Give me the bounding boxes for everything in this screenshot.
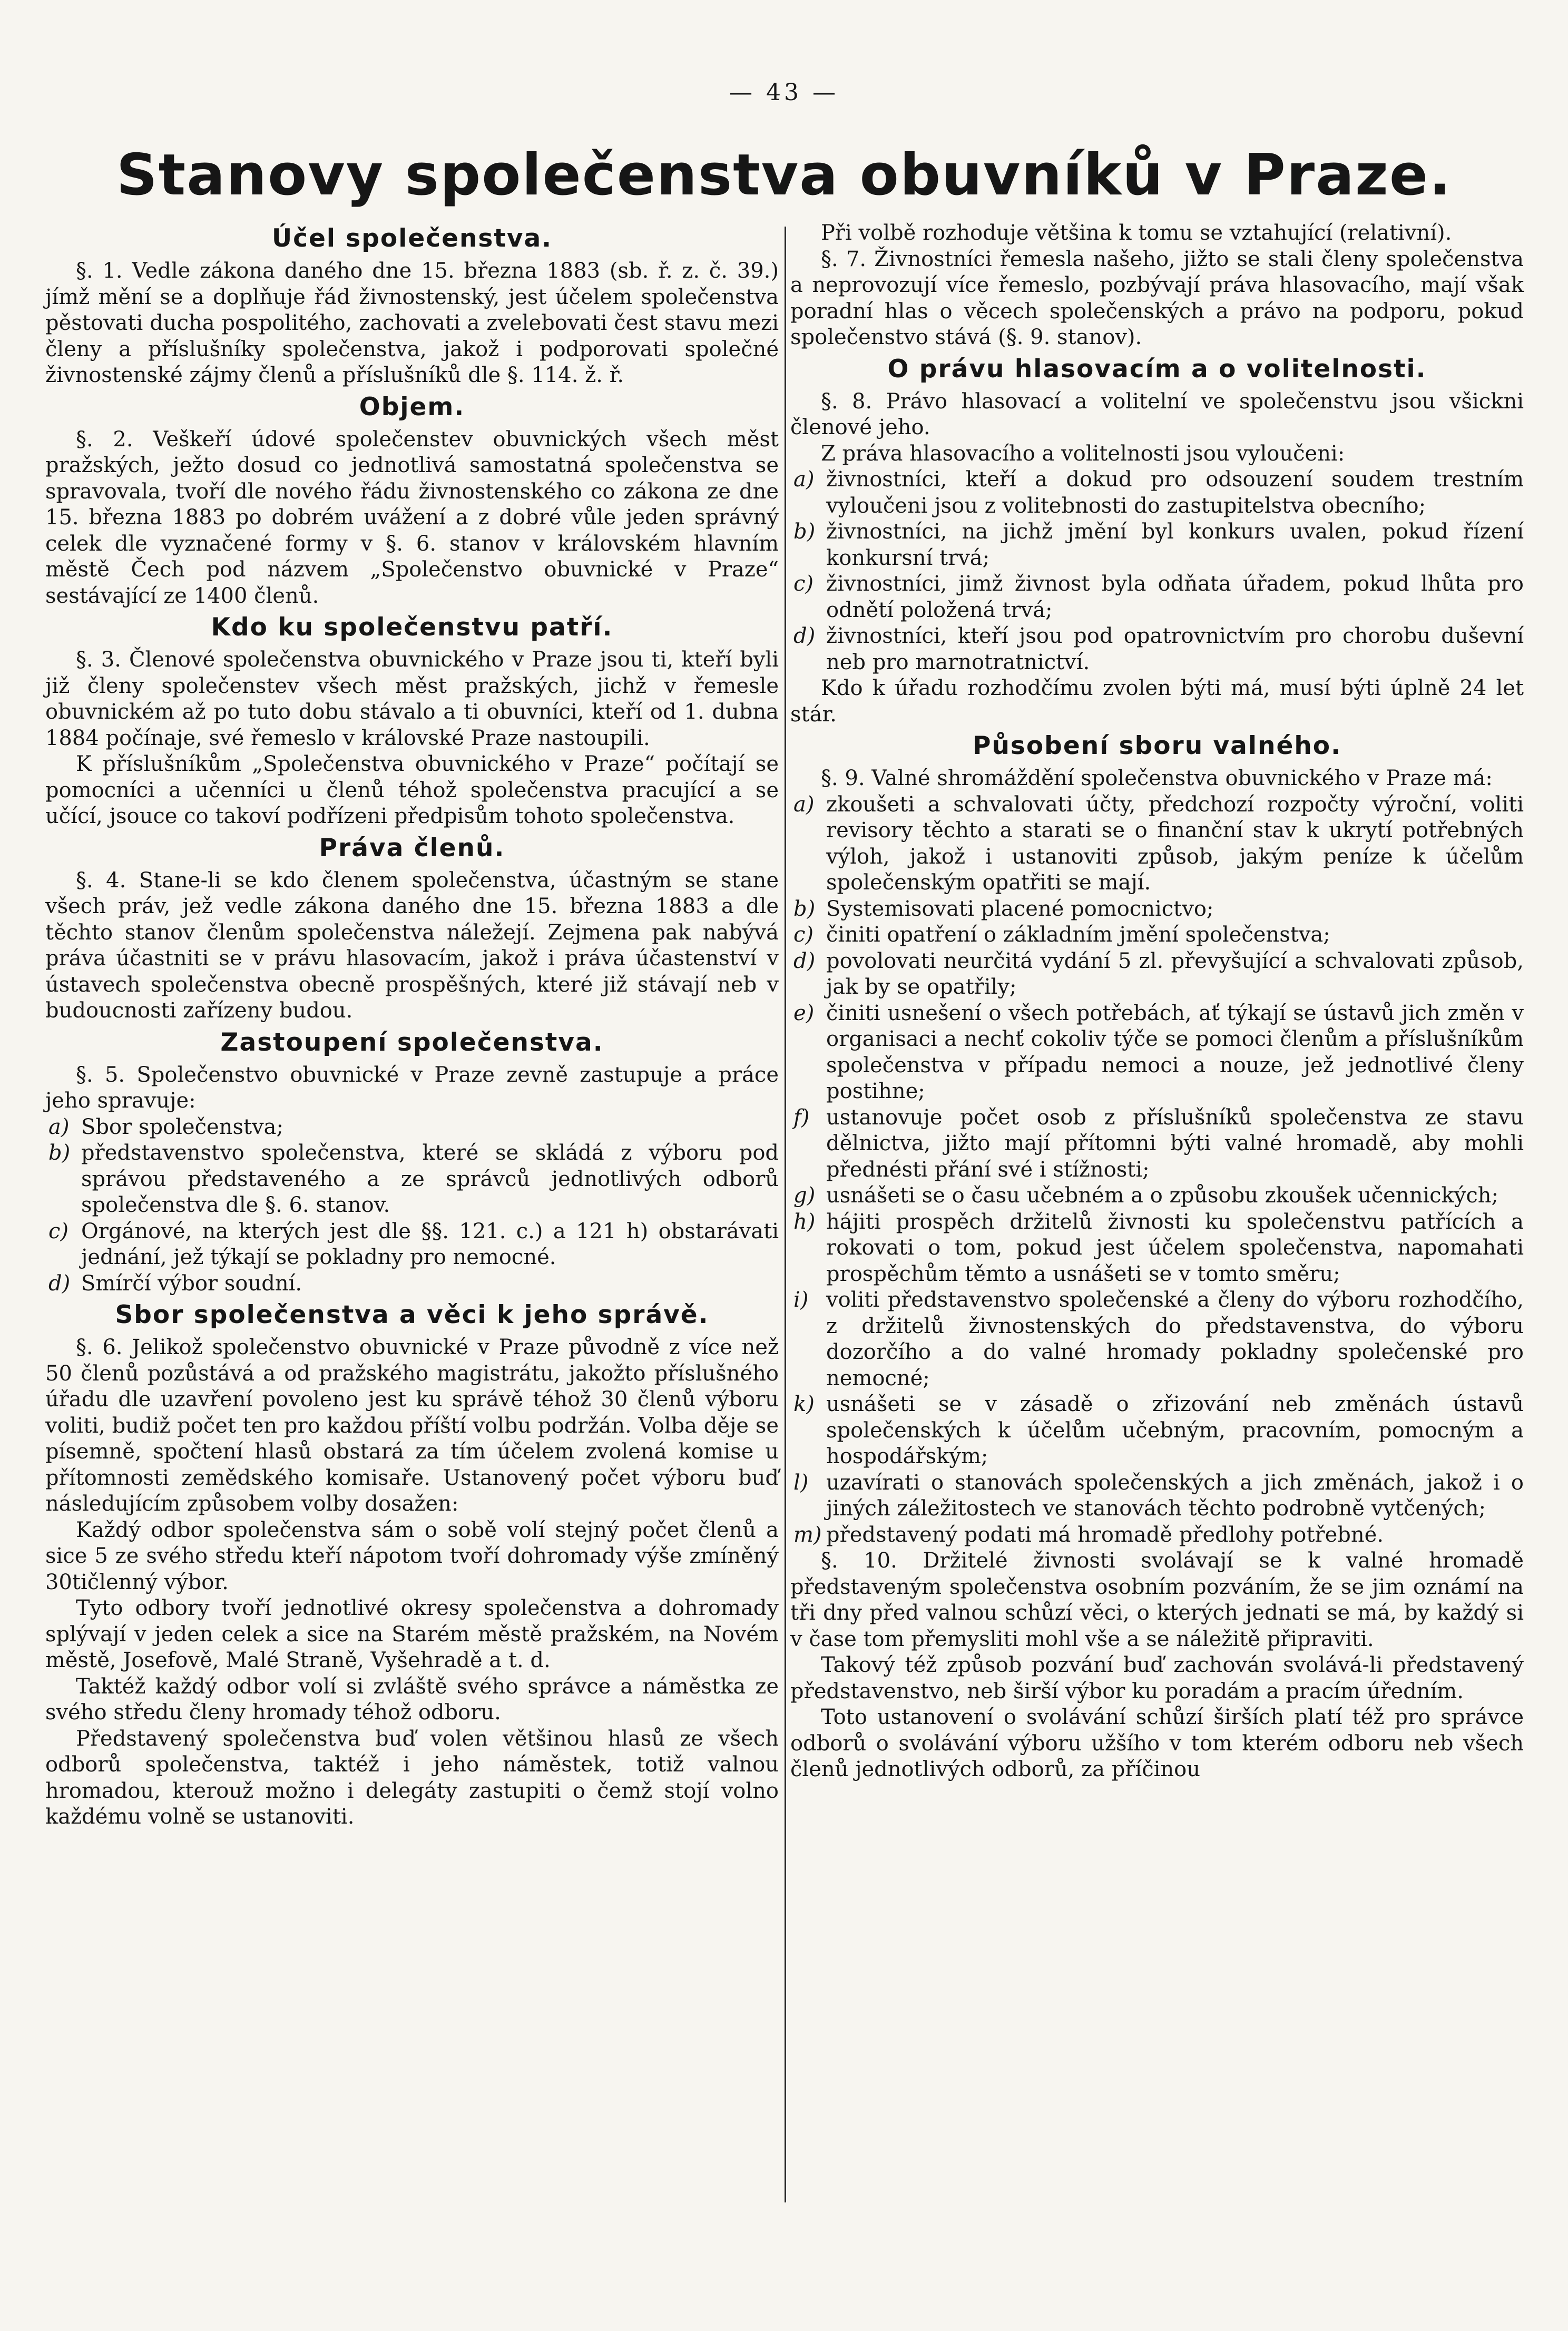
list-item — [790, 1001, 1524, 1105]
list-letter: b) — [793, 520, 816, 544]
list-text: Sbor společenstva; — [81, 1114, 283, 1139]
list-letter: d) — [793, 948, 816, 973]
paragraph-10c: Toto ustanovení o svolávání schůzí širších platí též pro správce odborů o svolávání výboru užšího v tom kterém odboru neb všech členů jednotlivých odborů, za příčinou — [790, 1705, 1524, 1781]
paragraph-9: §. 9. Valné shromáždění společenstva obuvnického v Praze má: — [821, 766, 1493, 790]
list-text: živnostníci, kteří a dokud pro odsouzení soudem trestním vyloučeni jsou z volitebnosti do zastupitelstva obecního; — [826, 467, 1524, 518]
list-letter: b) — [793, 896, 816, 921]
list-text: Smírčí výbor soudní. — [81, 1271, 302, 1296]
heading-pusobeni: Působení sboru valného. — [973, 731, 1341, 760]
list-letter: e) — [793, 1001, 815, 1025]
list-letter: h) — [793, 1209, 816, 1234]
list-text: představenstvo společenstva, které se skládá z výboru pod správou představeného a ze správců jednotlivých odborů společenstva dle §. 6. stanov. — [81, 1141, 779, 1217]
list-text: představený podati má hromadě předlohy potřebné. — [826, 1522, 1384, 1547]
list-item — [790, 519, 1524, 571]
list-letter: l) — [793, 1470, 809, 1495]
list-item — [790, 792, 1524, 896]
paragraph-3b: K příslušníkům „Společenstva obuvnického v Praze“ počítají se pomocníci a učenníci u členů téhož společenstva pracující a se učící, jsouce co takoví podřízeni předpisům tohoto společenstva. — [45, 752, 779, 828]
list-text: Systemisovati placené pomocnictvo; — [826, 896, 1214, 921]
list-letter: a) — [48, 1114, 70, 1139]
heading-kdo: Kdo ku společenstvu patří. — [211, 613, 613, 642]
heading-sbor: Sbor společenstva a věci k jeho správě. — [115, 1300, 709, 1329]
paragraph-6c: Tyto odbory tvoří jednotlivé okresy společenstva a dohromady splývají v jeden celek a sice na Starém městě pražském, na Novém městě, Josefově, Malé Straně, Vyšehradě a t. d. — [45, 1596, 779, 1672]
list-text: usnášeti se v zásadě o zřizování neb změnách ústavů společenských k účelům učebným, pracovním, pomocným a hospodářským; — [826, 1392, 1524, 1468]
paragraph-7: §. 7. Živnostníci řemesla našeho, jižto se stali členy společenstva a neprovozují více řemeslo, pozbývají práva hlasovacího, mají však poradní hlas o věcech společenských a právo na podporu, pokud společenstvo stává (§. 9. stanov). — [790, 247, 1524, 349]
list-text: voliti představenstvo společenské a členy do výboru rozhodčího, z držitelů živnostenských do představenstva, do výboru dozorčího a do valné hromady pokladny společenské pro nemocné; — [826, 1288, 1524, 1390]
list-item — [790, 1209, 1524, 1288]
paragraph-6d: Taktéž každý odbor volí si zvláště svého správce a náměstka ze svého středu členy hromady téhož odboru. — [45, 1674, 779, 1725]
heading-ucel: Účel společenstva. — [271, 224, 553, 253]
heading-hlasovani: O právu hlasovacím a o volitelnosti. — [887, 354, 1427, 384]
list-item — [45, 1219, 779, 1271]
page-number: — 43 — — [729, 79, 839, 106]
list-item — [790, 1392, 1524, 1470]
list-letter: d) — [793, 624, 816, 648]
list-item — [790, 1470, 1524, 1522]
list-letter: c) — [48, 1219, 69, 1243]
list-item — [790, 1522, 1524, 1549]
list-letter: k) — [793, 1392, 815, 1416]
list-item — [790, 571, 1524, 623]
list-item — [790, 896, 1524, 923]
list-text: Orgánové, na kterých jest dle §§. 121. c.) a 121 h) obstarávati jednání, jež týkají se pokladny pro nemocné. — [81, 1219, 779, 1269]
paragraph-10b: Takový též způsob pozvání buď zachován svolává-li představený představenstvo, neb širší výbor ku poradám a pracím úředním. — [790, 1653, 1524, 1703]
list-text: činiti opatření o základním jmění společenstva; — [826, 923, 1330, 947]
list-item — [790, 1105, 1524, 1183]
list-text: ustanovuje počet osob z příslušníků společenstva ze stavu dělnictva, jižto mají přítomni býti valné hromadě, aby mohli přednésti přání své i stížnosti; — [826, 1105, 1524, 1182]
list-text: živnostníci, na jichž jmění byl konkurs uvalen, pokud řízení konkursní trvá; — [826, 520, 1524, 570]
list-letter: a) — [793, 792, 815, 817]
list-item — [790, 467, 1524, 519]
list-letter: m) — [793, 1522, 822, 1547]
list-text: uzavírati o stanovách společenských a jich změnách, jakož i o jiných záležitostech ve stanovách těchto podrobně vytčených; — [826, 1470, 1524, 1521]
list-text: povolovati neurčitá vydání 5 zl. převyšující a schvalovati způsob, jak by se opatřily; — [826, 948, 1524, 999]
left-column — [45, 220, 779, 1830]
list-item — [790, 922, 1524, 948]
list-text: živnostníci, jimž živnost byla odňata úřadem, pokud lhůta pro odnětí položená trvá; — [826, 572, 1524, 622]
paragraph-4: §. 4. Stane-li se kdo členem společenstva, účastným se stane všech práv, jež vedle zákona daného dne 15. března 1883 a dle těchto stanov členům společenstva náležejí. Zejmena pak nabývá práva účastniti se v právu hlasovacím, jakož i práva účastenství v ústavech společenstva obecně prospěšných, které již stávají neb v budoucnosti zařízeny budou. — [45, 868, 779, 1023]
list-text: hájiti prospěch držitelů živnosti ku společenstvu patřících a rokovati o tom, pokud jest účelem společenstva, napomahati prospěchům těmto a usnášeti se v tomto směru; — [826, 1209, 1524, 1286]
paragraph-2: §. 2. Veškeří údové společenstev obuvnických všech měst pražských, ježto dosud co jednotlivá samostatná společenstva se spravovala, tvoří dle nového řádu živnostenského co zákona ze dne 15. března 1883 po dobrém uvážení a z dobré vůle jeden správný celek dle vyznačené formy v §. 6. stanov v královském hlavním městě Čech pod názvem „Společenstvo obuvnické v Praze“ sestávající ze 1400 členů. — [45, 427, 779, 608]
list-item — [45, 1271, 779, 1297]
paragraph-8c: Kdo k úřadu rozhodčímu zvolen býti má, musí býti úplně 24 let stár. — [790, 676, 1524, 727]
list-item — [45, 1140, 779, 1219]
column-divider — [785, 227, 786, 2202]
heading-objem: Objem. — [359, 392, 465, 422]
list-letter: f) — [793, 1105, 810, 1130]
right-column — [790, 220, 1524, 1783]
paragraph-6: §. 6. Jelikož společenstvo obuvnické v Praze původně z více než 50 členů pozůstává a od pražského magistrátu, jakožto příslušného úřadu dle uzavření povoleno jest ku správě téhož 30 členů výboru voliti, budiž počet ten pro každou příští volbu podržán. Volba děje se písemně, spočtení hlasů obstará za tím účelem zvolená komise u přítomnosti zemědského komisaře. Ustanovený počet výboru buď následujícím způsobem volby dosažen: — [45, 1335, 779, 1516]
list-item — [45, 1114, 779, 1141]
list-item — [790, 948, 1524, 1001]
list-letter: i) — [793, 1288, 809, 1312]
list-letter: b) — [48, 1141, 71, 1165]
list-letter: a) — [793, 467, 815, 492]
paragraph-1: §. 1. Vedle zákona daného dne 15. března 1883 (sb. ř. z. č. 39.) jímž mění se a doplňuje řád živnostenský, jest účelem společenstva pěstovati ducha pospolitého, zachovati a zvelebovati čest stavu mezi členy a příslušníky společenstva, jakož i podporovati společné živnostenské zájmy členů a příslušníků dle §. 114. ž. ř. — [45, 259, 779, 387]
paragraph-6b: Každý odbor společenstva sám o sobě volí stejný počet členů a sice 5 ze svého středu kteří nápotom tvoří dohromady výše zmíněný 30tičlenný výbor. — [45, 1517, 779, 1594]
list-text: živnostníci, kteří jsou pod opatrovnictvím pro chorobu duševní neb pro marnotratnictví. — [826, 624, 1524, 674]
paragraph-6f: Při volbě rozhoduje většina k tomu se vztahující (relativní). — [821, 221, 1452, 245]
paragraph-8: §. 8. Právo hlasovací a volitelní ve společenstvu jsou všickni členové jeho. — [790, 389, 1524, 439]
page-title: Stanovy společenstva obuvníků v Praze. — [116, 142, 1452, 208]
list-item — [790, 1183, 1524, 1209]
list-item — [790, 1287, 1524, 1392]
paragraph-6e: Představený společenstva buď volen většinou hlasů ze všech odborů společenstva, taktéž i jeho náměstek, totiž valnou hromadou, kterouž možno i delegáty zastupiti o čemž stojí volno každému volně se ustanoviti. — [45, 1726, 779, 1829]
list-text: usnášeti se o času učebném a o způsobu zkoušek učennických; — [826, 1183, 1498, 1208]
list-item — [790, 623, 1524, 675]
paragraph-8b: Z práva hlasovacího a volitelnosti jsou vyloučeni: — [821, 441, 1345, 466]
list-letter: c) — [793, 923, 814, 947]
list-text: činiti usnešení o všech potřebách, ať týkají se ústavů jich změn v organisaci a nechť cokoliv týče se pomoci členům a příslušníkům společenstva v případu nemoci a nouze, jež jednotlivé členy postihne; — [826, 1001, 1524, 1103]
paragraph-3: §. 3. Členové společenstva obuvnického v Praze jsou ti, kteří byli již členy společenstev všech měst pražských, jichž v řemesle obuvnickém až po tuto dobu stávalo a ti obuvníci, kteří od 1. dubna 1884 počínaje, své řemeslo v královské Praze nastoupili. — [45, 648, 779, 750]
heading-prava: Práva členů. — [319, 833, 505, 863]
list-letter: d) — [48, 1271, 71, 1296]
list-text: zkoušeti a schvalovati účty, předchozí rozpočty výroční, voliti revisory těchto a starati se o finanční stav k ukrytí potřebných výloh, jakož i ustanoviti způsob, jakým peníze k účelům společenským opatřiti se mají. — [826, 792, 1524, 895]
paragraph-10: §. 10. Držitelé živnosti svolávají se k valné hromadě představeným společenstva osobním pozváním, že se jim oznámí na tři dny před valnou schůzí věci, o kterých jednati se má, by každý si v čase tom přemysliti mohl vše a se náležitě připraviti. — [790, 1549, 1524, 1651]
heading-zastoupeni: Zastoupení společenstva. — [220, 1027, 604, 1057]
list-letter: g) — [793, 1183, 816, 1208]
paragraph-5: §. 5. Společenstvo obuvnické v Praze zevně zastupuje a práce jeho spravuje: — [45, 1062, 779, 1113]
list-letter: c) — [793, 572, 814, 596]
